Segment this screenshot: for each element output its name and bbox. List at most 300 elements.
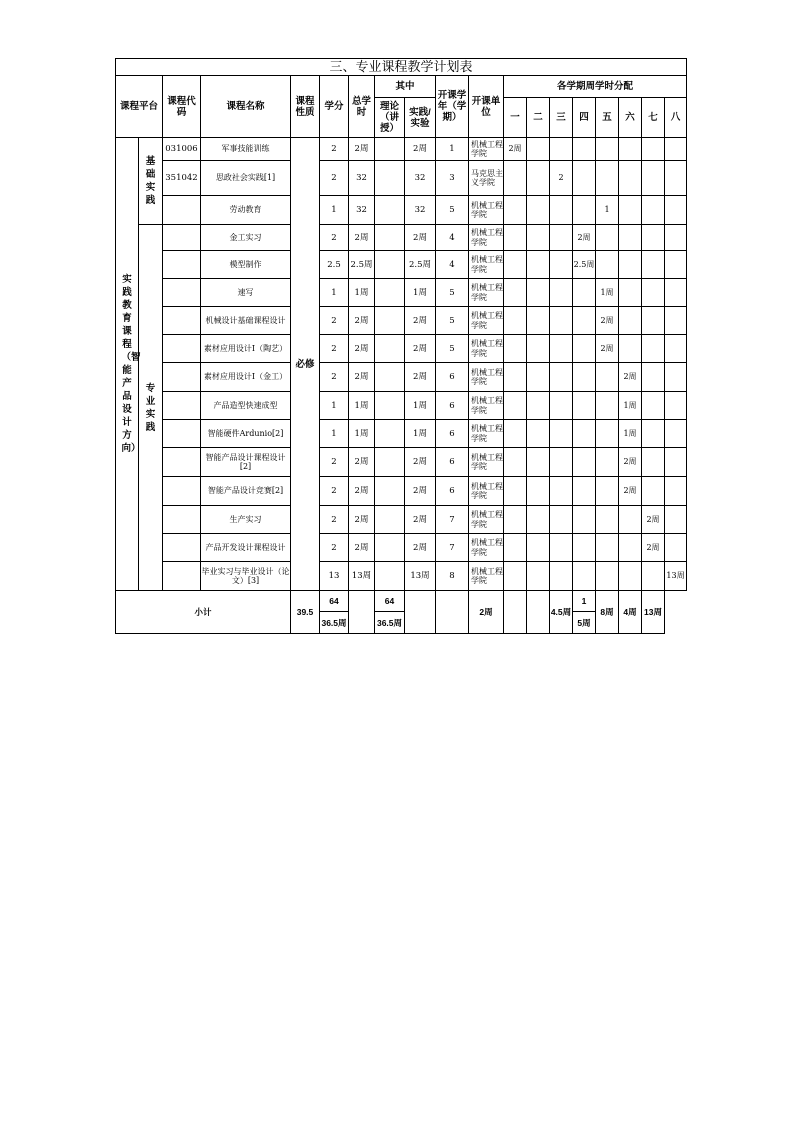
subtotal-row (116, 591, 687, 612)
cell-unit: 机械工程学院 (469, 392, 504, 420)
cell-semester: 2周 (619, 448, 642, 477)
cell-practice: 2.5周 (405, 251, 436, 279)
cell-semester (504, 477, 527, 506)
cell-practice: 2周 (405, 335, 436, 363)
cell-semester (642, 392, 665, 420)
cell-semester (665, 251, 687, 279)
cell-hours: 32 (349, 161, 375, 196)
cell-credit: 2 (320, 335, 349, 363)
cell-code (163, 279, 201, 307)
cell-code (163, 562, 201, 591)
cell-theory (375, 335, 405, 363)
cell-semester (550, 363, 573, 392)
cell-semester (619, 251, 642, 279)
cell-unit: 机械工程学院 (469, 307, 504, 335)
cell-hours: 13周 (349, 562, 375, 591)
cell-semester (619, 335, 642, 363)
cell-hours: 2周 (349, 448, 375, 477)
cell-semester (550, 138, 573, 161)
cell-semester (573, 363, 596, 392)
cell-code (163, 448, 201, 477)
cell-hours: 2周 (349, 477, 375, 506)
cell-semester: 1周 (619, 420, 642, 448)
cell-semester (619, 534, 642, 562)
cell-code (163, 420, 201, 448)
cell-name: 军事技能训练 (201, 138, 291, 161)
cell-semester (665, 307, 687, 335)
cell-hours: 2周 (349, 363, 375, 392)
header-nature: 课程性质 (291, 76, 320, 138)
cell-semester (642, 335, 665, 363)
cell-practice: 2周 (405, 448, 436, 477)
group-major-text: 专业实践 (145, 382, 156, 433)
cell-semester (642, 420, 665, 448)
cell-semester (550, 506, 573, 534)
cell-semester (527, 161, 550, 196)
cell-credit: 1 (320, 420, 349, 448)
cell-semester (642, 307, 665, 335)
cell-name: 智能产品设计课程设计[2] (201, 448, 291, 477)
cell-term: 7 (436, 506, 469, 534)
cell-hours: 2周 (349, 506, 375, 534)
subtotal-label: 小计 (116, 591, 291, 634)
cell-theory (375, 534, 405, 562)
cell-semester (527, 196, 550, 225)
cell-code (163, 477, 201, 506)
subtotal-s4: 4.5周 (550, 591, 573, 634)
cell-semester (573, 161, 596, 196)
cell-semester (504, 392, 527, 420)
cell-term: 1 (436, 138, 469, 161)
cell-hours: 1周 (349, 279, 375, 307)
cell-name: 毕业实习与毕业设计（论文）[3] (201, 562, 291, 591)
cell-unit: 机械工程学院 (469, 562, 504, 591)
cell-semester (596, 251, 619, 279)
cell-semester: 2周 (619, 363, 642, 392)
cell-semester (573, 534, 596, 562)
cell-credit: 2.5 (320, 251, 349, 279)
subtotal-s5-b: 5周 (573, 612, 596, 634)
cell-semester (619, 279, 642, 307)
cell-code (163, 225, 201, 251)
table-row (116, 506, 687, 534)
cell-practice: 1周 (405, 279, 436, 307)
table-row (116, 161, 687, 196)
group-major (139, 225, 163, 591)
group-basic (139, 138, 163, 225)
cell-semester (619, 138, 642, 161)
cell-credit: 2 (320, 138, 349, 161)
cell-semester (504, 562, 527, 591)
header-semester: 八 (665, 98, 687, 138)
group-basic-text: 基础实践 (145, 156, 156, 206)
cell-term: 4 (436, 225, 469, 251)
subtotal-s3 (527, 591, 550, 634)
cell-theory (375, 225, 405, 251)
cell-term: 5 (436, 279, 469, 307)
cell-semester (596, 562, 619, 591)
cell-name: 产品造型快速成型 (201, 392, 291, 420)
cell-term: 4 (436, 251, 469, 279)
cell-semester (504, 251, 527, 279)
platform-label-text: 实践教育课程（智能产品设计方向） (121, 274, 141, 454)
cell-practice: 2周 (405, 225, 436, 251)
header-semester: 三 (550, 98, 573, 138)
cell-semester (665, 196, 687, 225)
cell-semester (527, 307, 550, 335)
cell-semester: 1周 (619, 392, 642, 420)
cell-semester (573, 448, 596, 477)
cell-semester (504, 307, 527, 335)
cell-semester (665, 392, 687, 420)
header-semester: 四 (573, 98, 596, 138)
cell-unit: 机械工程学院 (469, 534, 504, 562)
cell-theory (375, 448, 405, 477)
table-row (116, 196, 687, 225)
cell-theory (375, 506, 405, 534)
subtotal-credit: 39.5 (291, 591, 320, 634)
cell-code: 351042 (163, 161, 201, 196)
cell-practice: 2周 (405, 506, 436, 534)
cell-semester (573, 506, 596, 534)
cell-theory (375, 138, 405, 161)
cell-semester (642, 196, 665, 225)
cell-semester (527, 251, 550, 279)
cell-name: 速写 (201, 279, 291, 307)
cell-unit: 机械工程学院 (469, 477, 504, 506)
cell-hours: 2周 (349, 307, 375, 335)
cell-theory (375, 251, 405, 279)
subtotal-s2 (504, 591, 527, 634)
cell-semester (504, 534, 527, 562)
cell-semester (596, 534, 619, 562)
cell-semester (596, 477, 619, 506)
cell-semester (642, 448, 665, 477)
cell-semester (665, 534, 687, 562)
cell-practice: 32 (405, 196, 436, 225)
cell-semester: 2周 (596, 307, 619, 335)
table-row (116, 363, 687, 392)
cell-semester (504, 225, 527, 251)
cell-hours: 1周 (349, 420, 375, 448)
cell-credit: 2 (320, 307, 349, 335)
cell-unit: 机械工程学院 (469, 279, 504, 307)
cell-semester (550, 562, 573, 591)
table-row (116, 562, 687, 591)
cell-semester (665, 506, 687, 534)
cell-semester (550, 279, 573, 307)
cell-credit: 13 (320, 562, 349, 591)
cell-semester (573, 335, 596, 363)
cell-code (163, 534, 201, 562)
cell-semester (596, 225, 619, 251)
cell-semester (504, 196, 527, 225)
cell-semester (527, 335, 550, 363)
cell-term: 7 (436, 534, 469, 562)
cell-semester (619, 225, 642, 251)
subtotal-term (405, 591, 436, 634)
cell-semester (642, 161, 665, 196)
cell-term: 6 (436, 392, 469, 420)
cell-semester (665, 420, 687, 448)
cell-semester (665, 448, 687, 477)
header-semester: 二 (527, 98, 550, 138)
cell-semester: 2周 (596, 335, 619, 363)
cell-semester (665, 279, 687, 307)
cell-credit: 2 (320, 506, 349, 534)
cell-semester (642, 279, 665, 307)
cell-unit: 机械工程学院 (469, 448, 504, 477)
cell-theory (375, 420, 405, 448)
cell-semester: 2.5周 (573, 251, 596, 279)
course-plan-table (115, 58, 687, 634)
cell-name: 智能硬件Ardunio[2] (201, 420, 291, 448)
cell-semester (665, 138, 687, 161)
cell-unit: 机械工程学院 (469, 506, 504, 534)
cell-semester (527, 363, 550, 392)
cell-theory (375, 161, 405, 196)
cell-semester (527, 448, 550, 477)
cell-term: 5 (436, 196, 469, 225)
subtotal-s1: 2周 (469, 591, 504, 634)
cell-theory (375, 279, 405, 307)
cell-semester (642, 562, 665, 591)
table-row (116, 448, 687, 477)
cell-practice: 2周 (405, 363, 436, 392)
cell-practice: 1周 (405, 420, 436, 448)
header-semester: 一 (504, 98, 527, 138)
cell-hours: 2周 (349, 335, 375, 363)
cell-semester (573, 477, 596, 506)
cell-semester (527, 420, 550, 448)
cell-theory (375, 477, 405, 506)
cell-practice: 13周 (405, 562, 436, 591)
cell-hours: 2周 (349, 534, 375, 562)
cell-semester (527, 138, 550, 161)
cell-semester (550, 307, 573, 335)
cell-semester (665, 477, 687, 506)
cell-semester (619, 161, 642, 196)
subtotal-practice-b: 36.5周 (375, 612, 405, 634)
cell-semester (642, 251, 665, 279)
header-credit: 学分 (320, 76, 349, 138)
cell-semester: 2周 (573, 225, 596, 251)
header-practice: 实践/实验 (405, 98, 436, 138)
cell-semester (504, 363, 527, 392)
cell-semester (550, 335, 573, 363)
cell-semester (665, 363, 687, 392)
cell-semester (550, 251, 573, 279)
cell-practice: 1周 (405, 392, 436, 420)
subtotal-theory (349, 591, 375, 634)
cell-semester (527, 477, 550, 506)
cell-unit: 马克思主义学院 (469, 161, 504, 196)
header-code: 课程代码 (163, 76, 201, 138)
cell-credit: 2 (320, 477, 349, 506)
cell-semester: 1 (596, 196, 619, 225)
cell-name: 劳动教育 (201, 196, 291, 225)
header-unit: 开课单位 (469, 76, 504, 138)
cell-hours: 1周 (349, 392, 375, 420)
cell-semester: 2 (550, 161, 573, 196)
cell-semester: 2周 (642, 506, 665, 534)
table-row (116, 335, 687, 363)
cell-name: 素材应用设计Ⅰ（金工） (201, 363, 291, 392)
cell-semester (573, 196, 596, 225)
header-theory: 理论（讲授） (375, 98, 405, 138)
cell-credit: 1 (320, 196, 349, 225)
subtotal-s5-a: 1 (573, 591, 596, 612)
cell-code (163, 506, 201, 534)
cell-semester (619, 506, 642, 534)
cell-semester (642, 138, 665, 161)
cell-semester (550, 448, 573, 477)
header-total-hours: 总学时 (349, 76, 375, 138)
cell-semester (642, 363, 665, 392)
cell-semester (550, 534, 573, 562)
cell-semester (642, 477, 665, 506)
table-row (116, 392, 687, 420)
cell-name: 产品开发设计课程设计 (201, 534, 291, 562)
cell-theory (375, 562, 405, 591)
cell-semester (527, 534, 550, 562)
cell-semester (550, 225, 573, 251)
cell-hours: 2.5周 (349, 251, 375, 279)
subtotal-unit (436, 591, 469, 634)
table-row (116, 225, 687, 251)
cell-unit: 机械工程学院 (469, 225, 504, 251)
cell-term: 5 (436, 307, 469, 335)
table-title: 三、专业课程教学计划表 (116, 59, 687, 76)
cell-semester (504, 279, 527, 307)
cell-name: 思政社会实践[1] (201, 161, 291, 196)
cell-semester (573, 307, 596, 335)
cell-term: 6 (436, 448, 469, 477)
cell-semester (573, 420, 596, 448)
cell-semester (596, 138, 619, 161)
cell-credit: 1 (320, 392, 349, 420)
cell-semester (596, 420, 619, 448)
cell-unit: 机械工程学院 (469, 138, 504, 161)
cell-practice: 2周 (405, 477, 436, 506)
cell-unit: 机械工程学院 (469, 363, 504, 392)
table-row (116, 534, 687, 562)
cell-semester: 2周 (504, 138, 527, 161)
cell-name: 机械设计基础课程设计 (201, 307, 291, 335)
subtotal-hours-b: 36.5周 (320, 612, 349, 634)
cell-credit: 2 (320, 534, 349, 562)
table-row (116, 477, 687, 506)
cell-hours: 32 (349, 196, 375, 225)
cell-credit: 1 (320, 279, 349, 307)
cell-semester: 2周 (642, 534, 665, 562)
cell-theory (375, 363, 405, 392)
header-of-which: 其中 (375, 76, 436, 98)
cell-semester (527, 562, 550, 591)
cell-semester: 2周 (619, 477, 642, 506)
cell-semester (665, 225, 687, 251)
cell-semester (504, 448, 527, 477)
header-platform: 课程平台 (116, 76, 163, 138)
cell-unit: 机械工程学院 (469, 420, 504, 448)
header-semester-dist: 各学期周学时分配 (504, 76, 687, 98)
cell-term: 3 (436, 161, 469, 196)
cell-credit: 2 (320, 448, 349, 477)
cell-credit: 2 (320, 363, 349, 392)
cell-semester (619, 562, 642, 591)
cell-code (163, 196, 201, 225)
cell-term: 5 (436, 335, 469, 363)
cell-semester (550, 420, 573, 448)
cell-semester (550, 196, 573, 225)
cell-nature: 必修 (291, 138, 320, 591)
header-year: 开课学年（学期） (436, 76, 469, 138)
cell-term: 6 (436, 363, 469, 392)
table-row (116, 420, 687, 448)
subtotal-s8: 13周 (642, 591, 665, 634)
subtotal-practice-a: 64 (375, 591, 405, 612)
cell-theory (375, 196, 405, 225)
cell-practice: 2周 (405, 307, 436, 335)
cell-credit: 2 (320, 225, 349, 251)
cell-unit: 机械工程学院 (469, 251, 504, 279)
table-row (116, 138, 687, 161)
cell-hours: 2周 (349, 138, 375, 161)
cell-semester (573, 562, 596, 591)
cell-code (163, 392, 201, 420)
cell-semester (642, 225, 665, 251)
cell-semester (619, 307, 642, 335)
cell-semester (504, 420, 527, 448)
cell-name: 生产实习 (201, 506, 291, 534)
cell-semester (596, 363, 619, 392)
cell-name: 智能产品设计竞赛[2] (201, 477, 291, 506)
cell-theory (375, 307, 405, 335)
cell-practice: 32 (405, 161, 436, 196)
cell-code: 031006 (163, 138, 201, 161)
cell-semester (619, 196, 642, 225)
cell-hours: 2周 (349, 225, 375, 251)
cell-code (163, 307, 201, 335)
header-semester: 五 (596, 98, 619, 138)
cell-code (163, 335, 201, 363)
table-row (116, 307, 687, 335)
cell-semester (504, 506, 527, 534)
cell-semester (504, 335, 527, 363)
cell-code (163, 251, 201, 279)
cell-name: 模型制作 (201, 251, 291, 279)
cell-practice: 2周 (405, 138, 436, 161)
cell-code (163, 363, 201, 392)
cell-semester (527, 279, 550, 307)
cell-term: 6 (436, 477, 469, 506)
cell-theory (375, 392, 405, 420)
cell-semester: 1周 (596, 279, 619, 307)
subtotal-hours-a: 64 (320, 591, 349, 612)
cell-semester (527, 506, 550, 534)
cell-semester (665, 335, 687, 363)
header-name: 课程名称 (201, 76, 291, 138)
subtotal-s6: 8周 (596, 591, 619, 634)
cell-semester (596, 506, 619, 534)
cell-semester (596, 392, 619, 420)
cell-semester (596, 448, 619, 477)
subtotal-s7: 4周 (619, 591, 642, 634)
cell-term: 8 (436, 562, 469, 591)
cell-semester (573, 392, 596, 420)
cell-semester (504, 161, 527, 196)
cell-semester (596, 161, 619, 196)
